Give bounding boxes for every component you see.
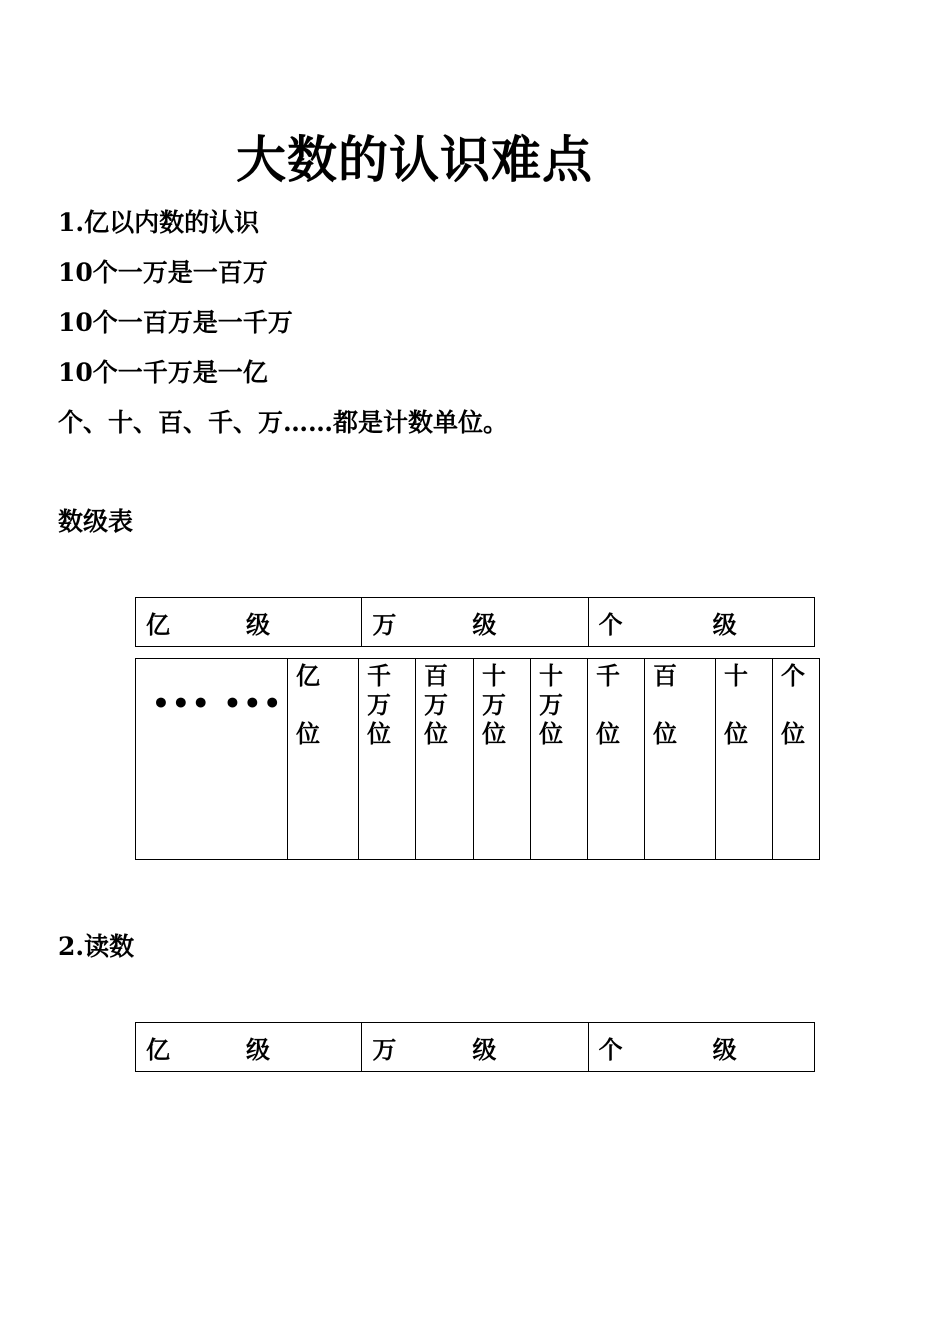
place-char: 位 bbox=[367, 719, 391, 748]
place-char: 个 bbox=[781, 661, 805, 690]
place-char: 万 bbox=[424, 690, 448, 719]
text-line-4: 个、十、百、千、万……都是计数单位。 bbox=[58, 408, 509, 437]
place-cell-shiwan-2 bbox=[531, 659, 588, 859]
text-line-1: 10个一万是一百万 bbox=[58, 258, 268, 287]
place-char: 万 bbox=[367, 690, 391, 719]
level-cell-yi bbox=[136, 1023, 362, 1071]
place-cell-ge bbox=[773, 659, 819, 859]
level-name: 万 bbox=[372, 609, 397, 639]
place-char: 位 bbox=[596, 719, 620, 748]
place-cell-qianwan bbox=[359, 659, 416, 859]
text-line-2: 10个一百万是一千万 bbox=[58, 308, 293, 337]
place-cell-yi bbox=[288, 659, 359, 859]
place-char: 亿 bbox=[296, 661, 320, 690]
level-name: 个 bbox=[598, 1034, 623, 1064]
page-title: 大数的认识难点 bbox=[236, 130, 593, 189]
place-value-table bbox=[135, 658, 820, 860]
place-char: 位 bbox=[653, 719, 677, 748]
level-name: 亿 bbox=[146, 609, 170, 639]
level-name: 个 bbox=[598, 609, 623, 639]
place-char: 千 bbox=[596, 661, 620, 690]
level-suffix: 级 bbox=[246, 609, 270, 639]
level-cell-yi bbox=[136, 598, 362, 646]
level-cell-wan bbox=[362, 1023, 588, 1071]
place-char: 十 bbox=[724, 661, 748, 690]
level-cell-wan bbox=[362, 598, 588, 646]
section2-heading: 2.读数 bbox=[58, 932, 135, 961]
place-char: 位 bbox=[539, 719, 563, 748]
level-suffix: 级 bbox=[472, 609, 497, 639]
level-suffix: 级 bbox=[246, 1034, 270, 1064]
text-line-3: 10个一千万是一亿 bbox=[58, 358, 268, 387]
place-char: 千 bbox=[367, 661, 391, 690]
place-char: 百 bbox=[424, 661, 448, 690]
level-name: 万 bbox=[372, 1034, 397, 1064]
level-suffix: 级 bbox=[712, 609, 737, 639]
place-cell-shi bbox=[716, 659, 773, 859]
place-char: 位 bbox=[296, 719, 320, 748]
place-cell-qian bbox=[588, 659, 645, 859]
place-char: 位 bbox=[424, 719, 448, 748]
ellipsis-dots: ••• ••• bbox=[152, 687, 284, 720]
table-label: 数级表 bbox=[58, 507, 134, 536]
place-cell-baiwan bbox=[416, 659, 474, 859]
place-cell-bai bbox=[645, 659, 716, 859]
level-table-2 bbox=[135, 1022, 815, 1072]
place-char: 十 bbox=[482, 661, 506, 690]
level-suffix: 级 bbox=[712, 1034, 737, 1064]
place-char: 位 bbox=[482, 719, 506, 748]
place-char: 万 bbox=[482, 690, 506, 719]
place-char: 位 bbox=[724, 719, 748, 748]
level-table-1 bbox=[135, 597, 815, 647]
place-cell-dots bbox=[136, 659, 288, 859]
place-cell-shiwan bbox=[474, 659, 531, 859]
place-char: 十 bbox=[539, 661, 563, 690]
level-name: 亿 bbox=[146, 1034, 170, 1064]
place-char: 百 bbox=[653, 661, 677, 690]
level-cell-ge bbox=[589, 1023, 814, 1071]
level-cell-ge bbox=[589, 598, 814, 646]
section1-heading: 1.亿以内数的认识 bbox=[58, 208, 260, 237]
place-char: 位 bbox=[781, 719, 805, 748]
place-char: 万 bbox=[539, 690, 563, 719]
level-suffix: 级 bbox=[472, 1034, 497, 1064]
